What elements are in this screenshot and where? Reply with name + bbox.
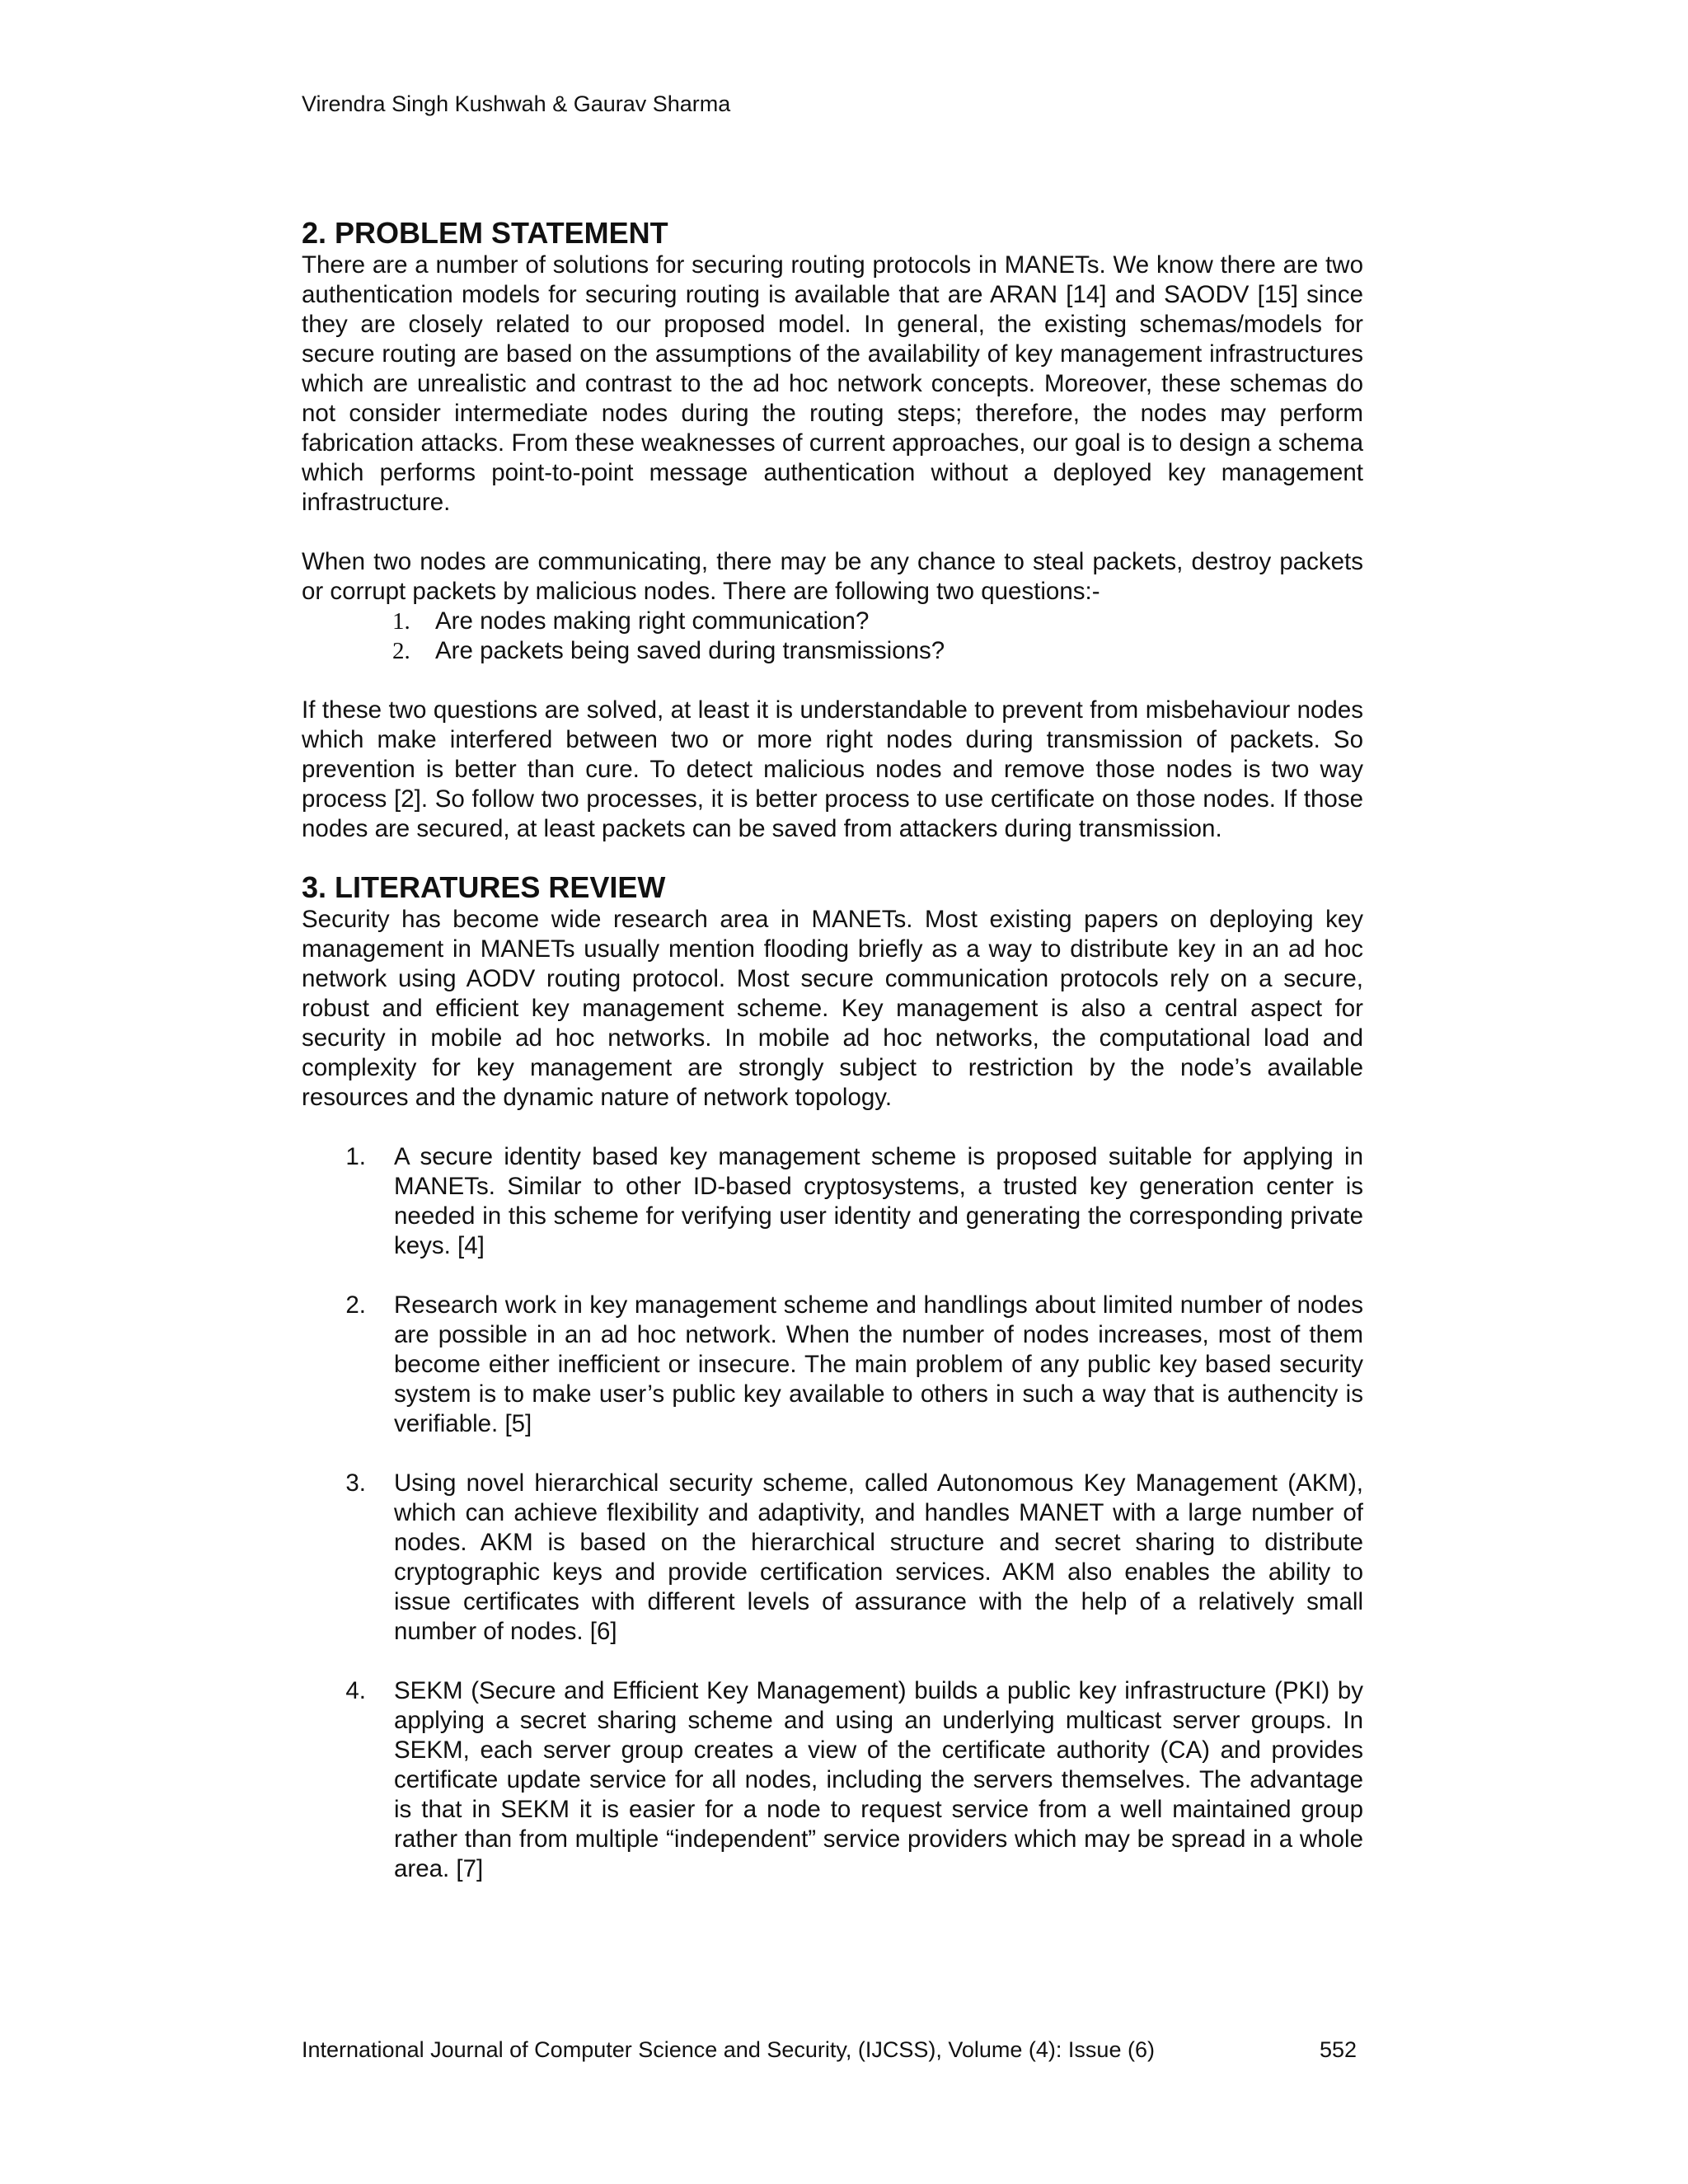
list-item xyxy=(302,607,1363,636)
paragraph: There are a number of solutions for securing routing protocols in MANETs. We know there are two authentication models for securing routing is available that are ARAN [14] and SAODV [15] since they are closely related to our proposed model. In general, the existing schemas/models for secure routing are based on the assumptions of the availability of key management infrastructures which are unrealistic and contrast to the ad hoc network concepts. Moreover, these schemas do not consider intermediate nodes during the routing steps; therefore, the nodes may perform fabrication attacks. From these weaknesses of current approaches, our goal is to design a schema which performs point-to-point message authentication without a deployed key management infrastructure. xyxy=(302,251,1363,516)
page-number: 552 xyxy=(1320,2037,1357,2062)
list-item xyxy=(302,1142,1363,1261)
list-item xyxy=(302,1291,1363,1439)
page-body xyxy=(302,216,1363,1914)
list-text: SEKM (Secure and Efficient Key Management) builds a public key infrastructure (PKI) by applying a secret sharing scheme and using an underlying multicast server groups. In SEKM, each server group creates a view of the certificate authority (CA) and provides certificate update service for all nodes, including the servers themselves. The advantage is that in SEKM it is easier for a node to request service from a well maintained group rather than from multiple “independent” service providers which may be spread in a whole area. [7] xyxy=(394,1677,1363,1882)
section-heading-literatures-review: 3. LITERATURES REVIEW xyxy=(302,870,666,904)
list-item xyxy=(302,636,1363,666)
list-number: 1. xyxy=(345,1143,366,1170)
list-item xyxy=(302,1676,1363,1884)
running-head: Virendra Singh Kushwah & Gaurav Sharma xyxy=(302,91,731,116)
page-footer xyxy=(302,2035,1363,2064)
question-list xyxy=(302,607,1363,666)
list-text: Are nodes making right communication? xyxy=(435,607,870,635)
list-number: 3. xyxy=(345,1469,366,1497)
list-number: 1. xyxy=(392,608,410,635)
paragraph: Security has become wide research area in MANETs. Most existing papers on deploying key management in MANETs usually mention flooding briefly as a way to distribute key in an ad hoc network using AODV routing protocol. Most secure communication protocols rely on a secure, robust and efficient key management scheme. Key management is also a central aspect for security in mobile ad hoc networks. In mobile ad hoc networks, the computational load and complexity for key management are strongly subject to restriction by the node’s available resources and the dynamic nature of network topology. xyxy=(302,906,1363,1111)
list-text: A secure identity based key management scheme is proposed suitable for applying in MANETs. Similar to other ID-based cryptosystems, a trusted key generation center is needed in this scheme for verifying user identity and generating the corresponding private keys. [4] xyxy=(394,1143,1363,1259)
paragraph: If these two questions are solved, at least it is understandable to prevent from misbehaviour nodes which make interfered between two or more right nodes during transmission of packets. So prevention is better than cure. To detect malicious nodes and remove those nodes is two way process [2]. So follow two processes, it is better process to use certificate on those nodes. If those nodes are secured, at least packets can be saved from attackers during transmission. xyxy=(302,696,1363,842)
list-text: Using novel hierarchical security scheme, called Autonomous Key Management (AKM), which can achieve flexibility and adaptivity, and handles MANET with a large number of nodes. AKM is based on the hierarchical structure and secret sharing to distribute cryptographic keys and provide certification services. AKM also enables the ability to issue certificates with different levels of assurance with the help of a relatively small number of nodes. [6] xyxy=(394,1469,1363,1645)
literature-list xyxy=(302,1142,1363,1884)
list-number: 4. xyxy=(345,1677,366,1704)
journal-citation: International Journal of Computer Science and Security, (IJCSS), Volume (4): Issue (6) xyxy=(302,2037,1155,2062)
paragraph: When two nodes are communicating, there may be any chance to steal packets, destroy packets or corrupt packets by malicious nodes. There are following two questions:- xyxy=(302,548,1363,605)
section-heading-problem-statement: 2. PROBLEM STATEMENT xyxy=(302,216,668,250)
list-number: 2. xyxy=(392,638,410,664)
list-text: Are packets being saved during transmissions? xyxy=(435,637,945,664)
list-item xyxy=(302,1469,1363,1647)
list-text: Research work in key management scheme and handlings about limited number of nodes are possible in an ad hoc network. When the number of nodes increases, most of them become either inefficient or insecure. The main problem of any public key based security system is to make user’s public key available to others in such a way that is authencity is verifiable. [5] xyxy=(394,1291,1363,1437)
list-number: 2. xyxy=(345,1291,366,1319)
